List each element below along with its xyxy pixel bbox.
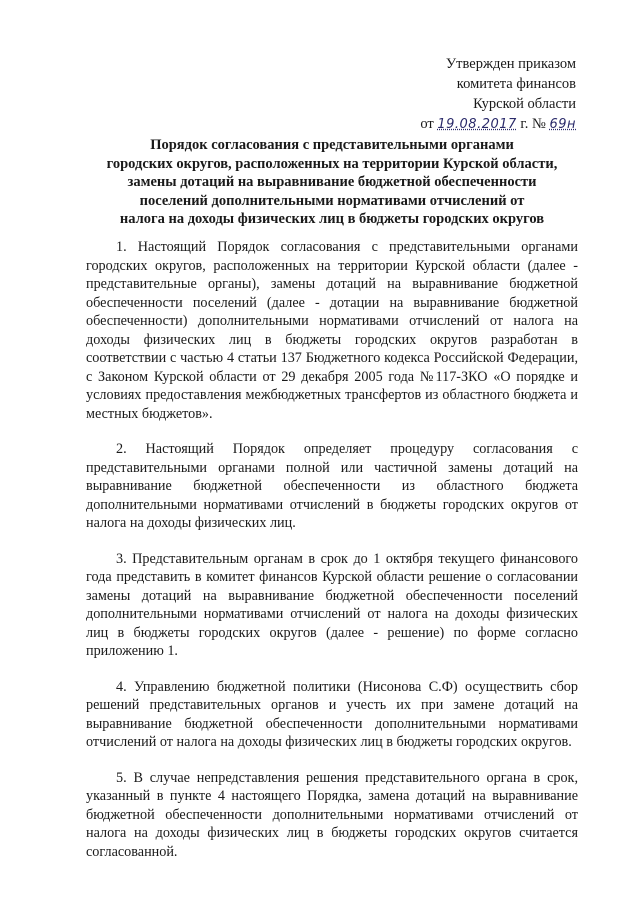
document-body <box>86 238 578 878</box>
paragraph-1: 1. Настоящий Порядок согласования с представительными органами городских округов, расположенных на территории Курской области (далее - представительные органы), замены дотаций на выравнивание бюджетной обеспеченности поселений (далее - дотации на выравнивание бюджетной обеспеченности) дополнительными нормативами отчислений от налога на доходы физических лиц в бюджеты городских округов разработан в соответствии с частью 4 статьи 137 Бюджетного кодекса Российской Федерации, с Законом Курской области от 29 декабря 2005 года №117-ЗКО «О порядке и условиях предоставления межбюджетных трансфертов из областного бюджета и местных бюджетов». <box>86 239 578 422</box>
title-line-2: городских округов, расположенных на территории Курской области, <box>106 155 558 172</box>
paragraph-5: 5. В случае непредставления решения представительного органа в срок, указанный в пункте 4 настоящего Порядка, замена дотаций на выравнивание бюджетной обеспеченности дополнительными нормативами отчислений от налога на доходы физических лиц в бюджеты городских округов считается согласованной. <box>86 769 578 860</box>
paragraph-2: 2. Настоящий Порядок определяет процедуру согласования с представительными органами полной или частичной замены дотаций на выравнивание бюджетной обеспеченности из областного бюджета дополнительными нормативами отчислений в бюджеты городских округов от налога на доходы физических лиц. <box>86 441 578 531</box>
title-line-5: налога на доходы физических лиц в бюджеты городских округов <box>119 211 545 228</box>
approval-date-line <box>420 114 576 135</box>
paragraph-4: 4. Управлению бюджетной политики (Нисонова С.Ф) осуществить сбор решений представительных органов и учесть их при замене дотаций на выравнивание бюджетной обеспеченности дополнительными нормативами отчислений от налога на доходы физических лиц в бюджеты городских округов. <box>86 678 578 750</box>
approval-line-1: Утвержден приказом <box>445 56 576 72</box>
from-label: от <box>420 116 434 132</box>
document-title <box>86 136 578 229</box>
approval-line-3: Курской области <box>473 96 576 112</box>
paragraph-3: 3. Представительным органам в срок до 1 октября текущего финансового года представить в комитет финансов Курской области решение о согласовании замены дотаций на выравнивание бюджетной обеспеченности поселений дополнительными нормативами отчислений от налога на доходы физических лиц в бюджеты городских округов (далее - решение) по форме согласно приложению 1. <box>86 550 578 659</box>
approval-line-2: комитета финансов <box>456 76 576 92</box>
title-line-1: Порядок согласования с представительными органами <box>150 137 514 153</box>
approval-block <box>420 54 576 135</box>
title-line-4: поселений дополнительными нормативами отчислений от <box>139 192 525 209</box>
title-line-3: замены дотаций на выравнивание бюджетной обеспеченности <box>127 174 537 191</box>
handwritten-date: 19.08.2017 <box>437 117 517 132</box>
year-number-label: г. № <box>520 116 546 132</box>
handwritten-number: 69н <box>549 117 576 132</box>
